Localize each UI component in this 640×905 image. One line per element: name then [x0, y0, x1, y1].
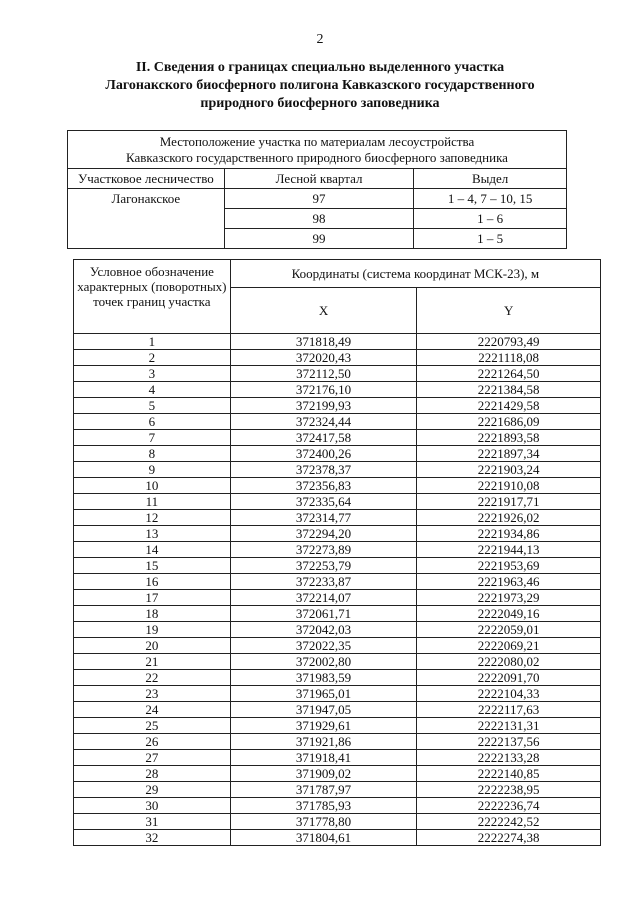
x-coordinate-cell: 372199,93: [230, 398, 417, 414]
x-coordinate-cell: 371909,02: [230, 766, 417, 782]
y-coordinate-cell: 2221953,69: [417, 558, 601, 574]
col-quarter-header: Лесной квартал: [224, 169, 414, 189]
y-coordinate-cell: 2221917,71: [417, 494, 601, 510]
x-coordinate-cell: 371929,61: [230, 718, 417, 734]
point-number-cell: 8: [74, 446, 231, 462]
table-row: [74, 606, 601, 622]
y-coordinate-cell: 2221429,58: [417, 398, 601, 414]
district-cell: Лагонакское: [68, 189, 225, 249]
x-coordinate-cell: 371965,01: [230, 686, 417, 702]
x-coordinate-cell: 371947,05: [230, 702, 417, 718]
y-coordinate-cell: 2220793,49: [417, 334, 601, 350]
y-column-header: Y: [417, 288, 601, 334]
point-number-cell: 31: [74, 814, 231, 830]
point-number-cell: 26: [74, 734, 231, 750]
col-allotment-header: Выдел: [414, 169, 567, 189]
table-row: [74, 414, 601, 430]
x-coordinate-cell: 371818,49: [230, 334, 417, 350]
page-number: 2: [316, 32, 324, 47]
x-coordinate-cell: 372273,89: [230, 542, 417, 558]
x-coordinate-cell: 372112,50: [230, 366, 417, 382]
y-coordinate-cell: 2222236,74: [417, 798, 601, 814]
x-coordinate-cell: 372253,79: [230, 558, 417, 574]
y-coordinate-cell: 2221903,24: [417, 462, 601, 478]
quarter-cell: 97: [224, 189, 414, 209]
y-coordinate-cell: 2221118,08: [417, 350, 601, 366]
y-coordinate-cell: 2222137,56: [417, 734, 601, 750]
x-coordinate-cell: 371785,93: [230, 798, 417, 814]
y-coordinate-cell: 2222131,31: [417, 718, 601, 734]
point-number-cell: 15: [74, 558, 231, 574]
location-header-line-2: Кавказского государственного природного биосферного заповедника: [126, 149, 508, 165]
table-row: [74, 622, 601, 638]
y-coordinate-cell: 2221384,58: [417, 382, 601, 398]
y-coordinate-cell: 2222274,38: [417, 830, 601, 846]
point-number-cell: 27: [74, 750, 231, 766]
heading-line-2: Лагонакского биосферного полигона Кавказского государственного: [105, 78, 535, 93]
y-coordinate-cell: 2222059,01: [417, 622, 601, 638]
table-row: [74, 590, 601, 606]
y-coordinate-cell: 2221926,02: [417, 510, 601, 526]
point-number-cell: 20: [74, 638, 231, 654]
y-coordinate-cell: 2221897,34: [417, 446, 601, 462]
table-row: [74, 558, 601, 574]
coordinates-table: [73, 259, 601, 846]
x-coordinate-cell: 372042,03: [230, 622, 417, 638]
point-number-cell: 4: [74, 382, 231, 398]
y-coordinate-cell: 2221893,58: [417, 430, 601, 446]
x-coordinate-cell: 372020,43: [230, 350, 417, 366]
x-coordinate-cell: 372002,80: [230, 654, 417, 670]
y-coordinate-cell: 2222091,70: [417, 670, 601, 686]
point-number-cell: 5: [74, 398, 231, 414]
quarter-cell: 99: [224, 229, 414, 249]
x-coordinate-cell: 372294,20: [230, 526, 417, 542]
point-number-cell: 3: [74, 366, 231, 382]
y-coordinate-cell: 2222238,95: [417, 782, 601, 798]
point-number-cell: 17: [74, 590, 231, 606]
table-row: [74, 638, 601, 654]
table-row: [74, 526, 601, 542]
point-number-cell: 18: [74, 606, 231, 622]
table-row: [74, 814, 601, 830]
x-coordinate-cell: 372214,07: [230, 590, 417, 606]
y-coordinate-cell: 2222117,63: [417, 702, 601, 718]
table-row: [74, 350, 601, 366]
table-row: [74, 686, 601, 702]
table-row: [74, 462, 601, 478]
point-number-cell: 7: [74, 430, 231, 446]
x-coordinate-cell: 372022,35: [230, 638, 417, 654]
table-row: [74, 766, 601, 782]
x-coordinate-cell: 372061,71: [230, 606, 417, 622]
point-number-cell: 24: [74, 702, 231, 718]
x-coordinate-cell: 372356,83: [230, 478, 417, 494]
table-row: [74, 478, 601, 494]
table-row: [74, 398, 601, 414]
x-coordinate-cell: 372378,37: [230, 462, 417, 478]
table-row: [74, 734, 601, 750]
point-number-cell: 23: [74, 686, 231, 702]
y-coordinate-cell: 2221264,50: [417, 366, 601, 382]
location-table: [67, 130, 567, 249]
point-number-cell: 1: [74, 334, 231, 350]
point-number-cell: 32: [74, 830, 231, 846]
x-column-header: X: [230, 288, 417, 334]
quarter-cell: 98: [224, 209, 414, 229]
x-coordinate-cell: 371918,41: [230, 750, 417, 766]
heading-line-3: природного биосферного заповедника: [200, 96, 440, 111]
x-coordinate-cell: 372233,87: [230, 574, 417, 590]
table-row: [74, 830, 601, 846]
y-coordinate-cell: 2222069,21: [417, 638, 601, 654]
table-row: [74, 446, 601, 462]
y-coordinate-cell: 2222049,16: [417, 606, 601, 622]
table-row: [74, 574, 601, 590]
x-coordinate-cell: 371804,61: [230, 830, 417, 846]
x-coordinate-cell: 372314,77: [230, 510, 417, 526]
point-number-cell: 6: [74, 414, 231, 430]
y-coordinate-cell: 2222133,28: [417, 750, 601, 766]
point-number-cell: 28: [74, 766, 231, 782]
table-row: [74, 510, 601, 526]
point-number-cell: 29: [74, 782, 231, 798]
coord-system-header: Координаты (система координат МСК-23), м: [230, 260, 600, 288]
section-heading: [60, 59, 580, 113]
point-number-cell: 14: [74, 542, 231, 558]
x-coordinate-cell: 371778,80: [230, 814, 417, 830]
table-row: [74, 366, 601, 382]
point-number-cell: 10: [74, 478, 231, 494]
point-label-header: Условное обозначение характерных (поворотных) точек границ участка: [74, 260, 231, 334]
allotment-cell: 1 – 5: [414, 229, 567, 249]
location-header-line-1: Местоположение участка по материалам лесоустройства: [159, 133, 475, 149]
table-row: [74, 494, 601, 510]
table-row: [74, 798, 601, 814]
table-row: [74, 654, 601, 670]
point-number-cell: 13: [74, 526, 231, 542]
y-coordinate-cell: 2221910,08: [417, 478, 601, 494]
x-coordinate-cell: 372335,64: [230, 494, 417, 510]
point-number-cell: 25: [74, 718, 231, 734]
table-row: [74, 750, 601, 766]
y-coordinate-cell: 2222242,52: [417, 814, 601, 830]
table-row: [74, 542, 601, 558]
y-coordinate-cell: 2221934,86: [417, 526, 601, 542]
y-coordinate-cell: 2222140,85: [417, 766, 601, 782]
x-coordinate-cell: 372400,26: [230, 446, 417, 462]
table-row: [74, 718, 601, 734]
x-coordinate-cell: 371921,86: [230, 734, 417, 750]
location-header: [68, 131, 567, 169]
heading-line-1: II. Сведения о границах специально выделенного участка: [135, 60, 505, 75]
allotment-cell: 1 – 6: [414, 209, 567, 229]
col-district-header: Участковое лесничество: [68, 169, 225, 189]
table-row: [74, 702, 601, 718]
table-row: [74, 782, 601, 798]
point-number-cell: 22: [74, 670, 231, 686]
table-row: [74, 334, 601, 350]
y-coordinate-cell: 2221944,13: [417, 542, 601, 558]
y-coordinate-cell: 2222104,33: [417, 686, 601, 702]
allotment-cell: 1 – 4, 7 – 10, 15: [414, 189, 567, 209]
point-number-cell: 21: [74, 654, 231, 670]
table-row: [74, 430, 601, 446]
y-coordinate-cell: 2221686,09: [417, 414, 601, 430]
point-number-cell: 12: [74, 510, 231, 526]
point-number-cell: 11: [74, 494, 231, 510]
point-number-cell: 9: [74, 462, 231, 478]
point-number-cell: 30: [74, 798, 231, 814]
x-coordinate-cell: 372417,58: [230, 430, 417, 446]
table-row: [74, 382, 601, 398]
point-number-cell: 2: [74, 350, 231, 366]
x-coordinate-cell: 371983,59: [230, 670, 417, 686]
y-coordinate-cell: 2221963,46: [417, 574, 601, 590]
point-number-cell: 16: [74, 574, 231, 590]
table-row: [74, 670, 601, 686]
y-coordinate-cell: 2222080,02: [417, 654, 601, 670]
x-coordinate-cell: 372324,44: [230, 414, 417, 430]
point-number-cell: 19: [74, 622, 231, 638]
x-coordinate-cell: 371787,97: [230, 782, 417, 798]
y-coordinate-cell: 2221973,29: [417, 590, 601, 606]
x-coordinate-cell: 372176,10: [230, 382, 417, 398]
